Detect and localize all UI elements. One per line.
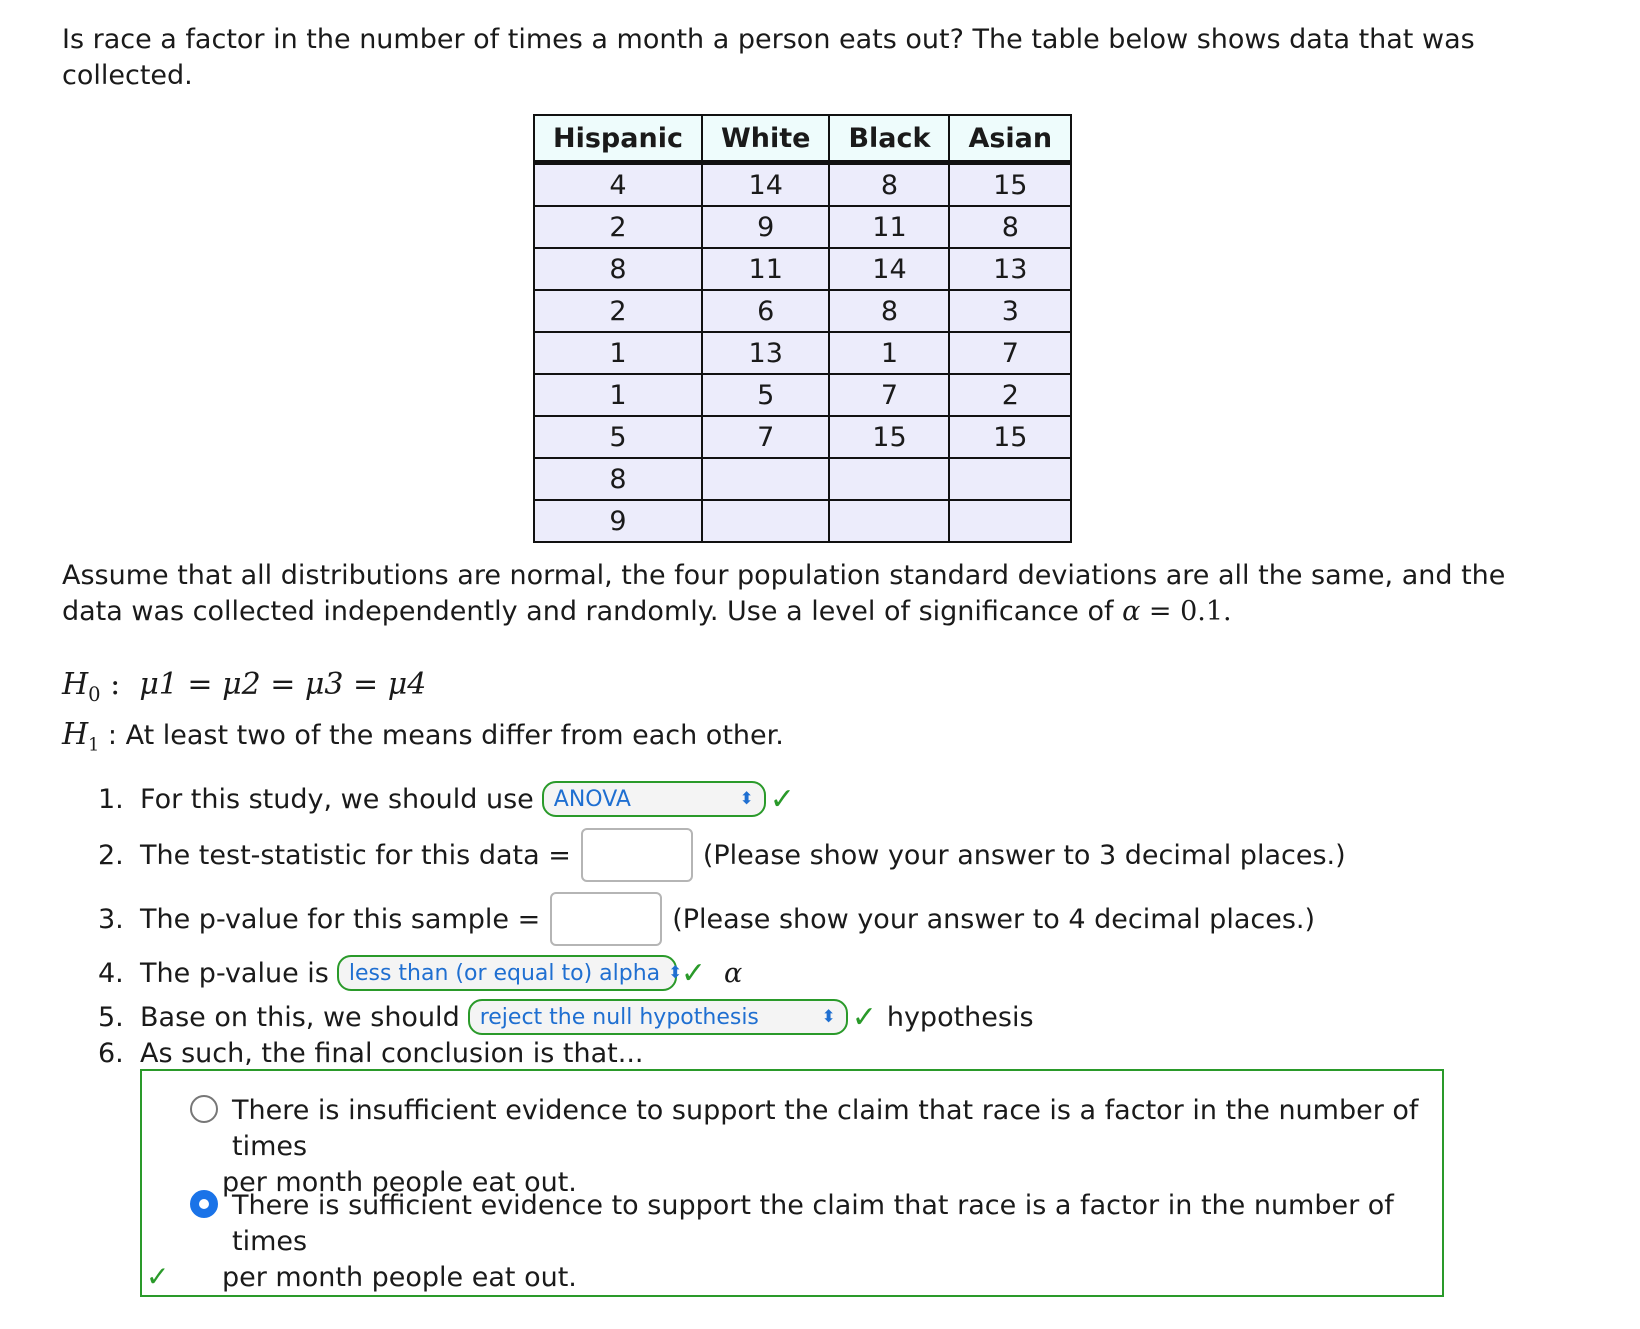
table-cell: 11 — [702, 248, 829, 290]
table-cell: 1 — [829, 332, 949, 374]
table-header-row — [534, 115, 1071, 163]
question-4 — [98, 955, 742, 991]
assumption-text — [62, 558, 1562, 630]
h1-subscript: 1 — [88, 735, 100, 756]
table-cell: 8 — [829, 290, 949, 332]
table-cell: 7 — [829, 374, 949, 416]
assumption-body: Assume that all distributions are normal, the four population standard deviations are all the same, and the data was collected independently and randomly. Use a level of significance of — [62, 560, 1506, 627]
check-icon: ✓ — [769, 781, 795, 817]
select-arrows-icon: ⬍ — [739, 789, 754, 809]
question-intro: Is race a factor in the number of times a month a person eats out? The table below shows data that was collected. — [62, 24, 1475, 91]
conclusion-option-insufficient[interactable] — [192, 1093, 1432, 1201]
data-table — [533, 114, 1072, 543]
question-number: 4. — [98, 957, 124, 989]
table-cell: 8 — [829, 163, 949, 207]
table-cell: 6 — [702, 290, 829, 332]
table-cell: 13 — [702, 332, 829, 374]
question-suffix: hypothesis — [886, 1001, 1034, 1033]
select-value: less than (or equal to) alpha — [348, 960, 661, 986]
option-text: per month people eat out. — [222, 1262, 577, 1293]
option-text: There is insufficient evidence to support the claim that race is a factor in the number of times — [232, 1095, 1419, 1162]
question-text: As such, the final conclusion is that... — [140, 1038, 644, 1069]
decision-select[interactable] — [468, 999, 848, 1035]
conclusion-options — [140, 1069, 1444, 1297]
alpha-symbol: α — [724, 957, 743, 989]
table-row — [534, 290, 1071, 332]
check-icon: ✓ — [680, 955, 706, 991]
question-2 — [98, 828, 1346, 882]
radio-button[interactable] — [190, 1095, 218, 1123]
table-cell: 8 — [949, 206, 1071, 248]
table-cell: 7 — [702, 416, 829, 458]
h0-label: H — [62, 667, 89, 702]
table-cell: 1 — [534, 332, 702, 374]
table-cell: 11 — [829, 206, 949, 248]
question-text: The test-statistic for this data = — [140, 839, 571, 871]
table-cell: 14 — [702, 163, 829, 207]
select-value: ANOVA — [553, 786, 631, 812]
table-cell: 2 — [534, 206, 702, 248]
test-type-select[interactable] — [542, 781, 766, 817]
alpha-value: = 0.1. — [1148, 596, 1232, 627]
header-hispanic: Hispanic — [534, 115, 702, 163]
alternative-hypothesis — [62, 715, 784, 765]
table-cell: 15 — [829, 416, 949, 458]
table-cell — [702, 500, 829, 542]
table-cell: 13 — [949, 248, 1071, 290]
question-text: Base on this, we should — [140, 1001, 460, 1033]
question-note: (Please show your answer to 4 decimal places.) — [672, 903, 1316, 935]
table-row — [534, 416, 1071, 458]
question-text: For this study, we should use — [140, 783, 534, 815]
table-cell: 2 — [534, 290, 702, 332]
table-cell: 2 — [949, 374, 1071, 416]
header-asian: Asian — [949, 115, 1071, 163]
table-cell — [702, 458, 829, 500]
table-cell: 9 — [534, 500, 702, 542]
question-text: The p-value for this sample = — [140, 903, 541, 935]
p-value-input[interactable] — [550, 892, 662, 946]
alpha-symbol: α — [1122, 596, 1141, 627]
table-cell — [829, 458, 949, 500]
select-arrows-icon: ⬍ — [821, 1007, 836, 1027]
question-number: 1. — [98, 783, 124, 815]
question-number: 6. — [98, 1038, 124, 1069]
table-cell: 5 — [534, 416, 702, 458]
h1-text: : At least two of the means differ from each other. — [107, 720, 784, 751]
table-cell — [829, 500, 949, 542]
check-icon: ✓ — [146, 1260, 170, 1293]
table-row — [534, 248, 1071, 290]
p-value-comparison-select[interactable] — [337, 955, 683, 991]
question-3 — [98, 892, 1315, 946]
table-cell: 5 — [702, 374, 829, 416]
test-statistic-input[interactable] — [581, 828, 693, 882]
question-1 — [98, 781, 795, 817]
table-row — [534, 500, 1071, 542]
table-cell: 4 — [534, 163, 702, 207]
table-cell: 14 — [829, 248, 949, 290]
table-row — [534, 163, 1071, 207]
question-note: (Please show your answer to 3 decimal places.) — [702, 839, 1346, 871]
table-cell — [949, 458, 1071, 500]
hypotheses — [62, 665, 784, 765]
table-cell: 15 — [949, 163, 1071, 207]
table-row — [534, 458, 1071, 500]
table-cell: 8 — [534, 458, 702, 500]
table-cell: 3 — [949, 290, 1071, 332]
table-cell: 7 — [949, 332, 1071, 374]
question-text: The p-value is — [140, 957, 329, 989]
select-value: reject the null hypothesis — [479, 1004, 759, 1030]
header-black: Black — [829, 115, 949, 163]
table-row — [534, 374, 1071, 416]
option-text: per month people eat out. — [222, 1167, 577, 1198]
table-cell: 15 — [949, 416, 1071, 458]
conclusion-option-sufficient[interactable] — [192, 1188, 1432, 1296]
header-white: White — [702, 115, 829, 163]
table-cell: 1 — [534, 374, 702, 416]
null-hypothesis: $H_0$ : μ1 = μ2 = μ3 = μ4 — [62, 667, 427, 706]
table-cell: 8 — [534, 248, 702, 290]
table-row — [534, 206, 1071, 248]
table-cell: 9 — [702, 206, 829, 248]
option-text: There is sufficient evidence to support the claim that race is a factor in the number of times — [232, 1190, 1394, 1257]
table-row — [534, 332, 1071, 374]
h0-expression: μ1 = μ2 = μ3 = μ4 — [139, 667, 427, 702]
radio-button-selected[interactable] — [190, 1190, 218, 1218]
h1-label: H — [62, 717, 89, 752]
question-5 — [98, 999, 1034, 1035]
table-cell — [949, 500, 1071, 542]
check-icon: ✓ — [851, 999, 877, 1035]
question-number: 2. — [98, 839, 124, 871]
question-number: 3. — [98, 903, 124, 935]
h0-subscript: 0 — [88, 683, 101, 706]
select-arrows-icon: ⬍ — [668, 963, 683, 983]
question-number: 5. — [98, 1001, 124, 1033]
question-6 — [98, 1038, 644, 1069]
